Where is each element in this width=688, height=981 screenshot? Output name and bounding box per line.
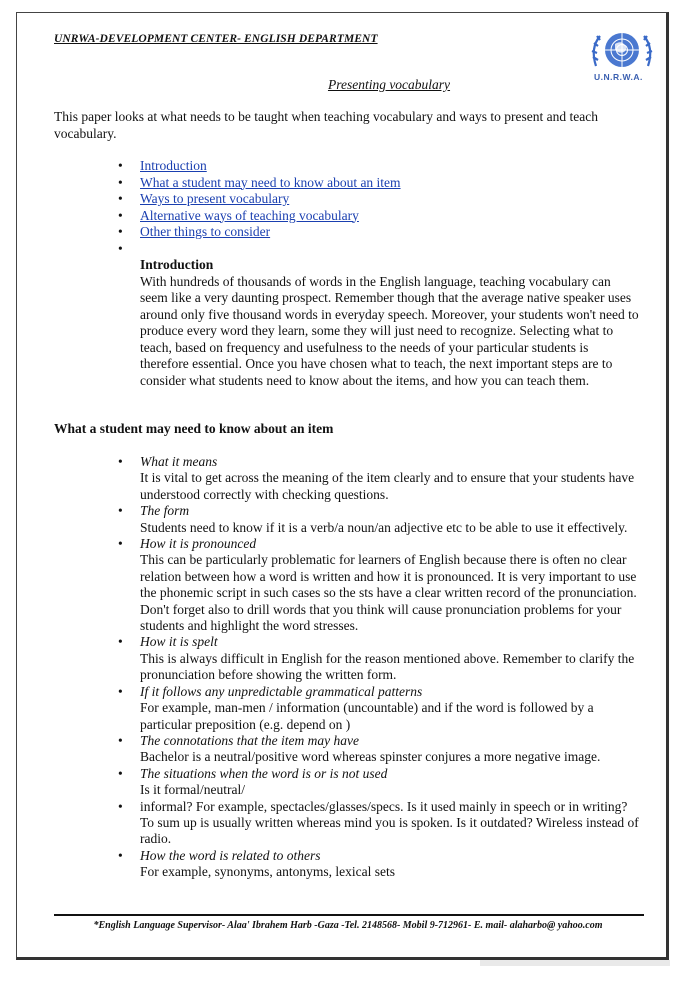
item-term: • If it follows any unpredictable grammatical patterns [140,683,423,699]
toc-item[interactable] [118,158,638,175]
list-item [118,848,643,881]
list-item [118,766,643,799]
table-of-contents [118,158,638,257]
footer-divider [54,914,644,916]
item-term: • The situations when the word is or is not used [140,765,388,781]
org-header: UNRWA-DEVELOPMENT CENTER- ENGLISH DEPARTMENT [54,33,378,45]
item-description: It is vital to get across the meaning of the item clearly and to ensure that your students have understood correctly with checking questions. [140,470,635,502]
list-item [118,634,643,683]
item-description: Is it formal/neutral/ [140,782,245,798]
list-item [118,503,643,536]
toc-link-what-student-needs[interactable]: What a student may need to know about an item [140,174,401,190]
page-shadow [480,960,670,966]
item-description: This is always difficult in English for the reason mentioned above. Remember to clarify the pronunciation before showing the written form. [140,650,635,683]
footer-contact: *English Language Supervisor- Alaa' Ibrahem Harb -Gaza -Tel. 2148568- Mobil 9-712961- E. mail- alaharbo@ yahoo.com [93,920,603,931]
logo-caption: U.N.R.W.A. [594,72,643,82]
list-item [118,799,643,848]
list-item [118,454,643,503]
item-term: • How it is pronounced [140,536,257,552]
introduction-body: With hundreds of thousands of words in the English language, teaching vocabulary can seem like a very daunting prospect. Remember though that the average native speaker uses around only five thousand words in everyday speech. Moreover, your students won't need to produce every word they learn, some they will just need to recognize. Selecting what to teach, based on frequency and usefulness to the needs of your particular students is therefore essential. Once you have chosen what to teach, the next important steps are to consider what students need to know about the items, and how you can teach them. [140,273,639,388]
item-term: • What it means [140,454,218,469]
toc-item[interactable] [118,224,638,241]
item-term: • The connotations that the item may have [140,732,359,748]
summary-paragraph: This paper looks at what needs to be taught when teaching vocabulary and ways to present and teach vocabulary. [54,109,598,141]
toc-link-ways-to-present[interactable]: Ways to present vocabulary [140,191,290,206]
document-title: Presenting vocabulary [327,77,451,92]
toc-link-introduction[interactable]: Introduction [140,158,207,173]
list-item [118,684,643,733]
item-description: Bachelor is a neutral/positive word whereas spinster conjures a more negative image. [140,749,601,765]
item-description: For example, man-men / information (uncountable) and if the word is followed by a particular preposition (e.g. depend on ) [140,700,594,732]
item-term: • How it is spelt [140,634,218,650]
section-heading: What a student may need to know about an item [54,421,334,436]
item-description: This can be particularly problematic for learners of English because there is often no clear relation between how a word is written and how it is pronounced. It is very important to use the phonemic script in such cases so the sts have a clear written record of the pronunciation. Don't forget also to drill words that you think will cause pronunciation problems for your students and highlight the word stresses. [140,552,637,634]
introduction-heading: Introduction [140,257,214,272]
toc-item[interactable] [118,175,638,192]
knowledge-list [118,454,643,881]
list-item [118,733,643,766]
item-description: • informal? For example, spectacles/glasses/specs. Is it used mainly in speech or in writing? To sum up is usually written whereas mind you is spoken. Is it outdated? Wireless instead of radio. [140,798,639,847]
list-item [118,536,643,634]
introduction-section [140,257,640,389]
item-description: For example, synonyms, antonyms, lexical sets [140,864,395,880]
item-term: • The form [140,503,190,519]
toc-item-empty [118,241,638,258]
toc-item[interactable] [118,191,638,208]
item-description: Students need to know if it is a verb/a noun/an adjective etc to be able to use it effectively. [140,519,628,535]
toc-link-other-things[interactable]: Other things to consider [140,224,271,239]
item-term: • How the word is related to others [140,847,321,863]
toc-item[interactable] [118,208,638,225]
toc-link-alternative-ways[interactable]: Alternative ways of teaching vocabulary [140,207,359,223]
